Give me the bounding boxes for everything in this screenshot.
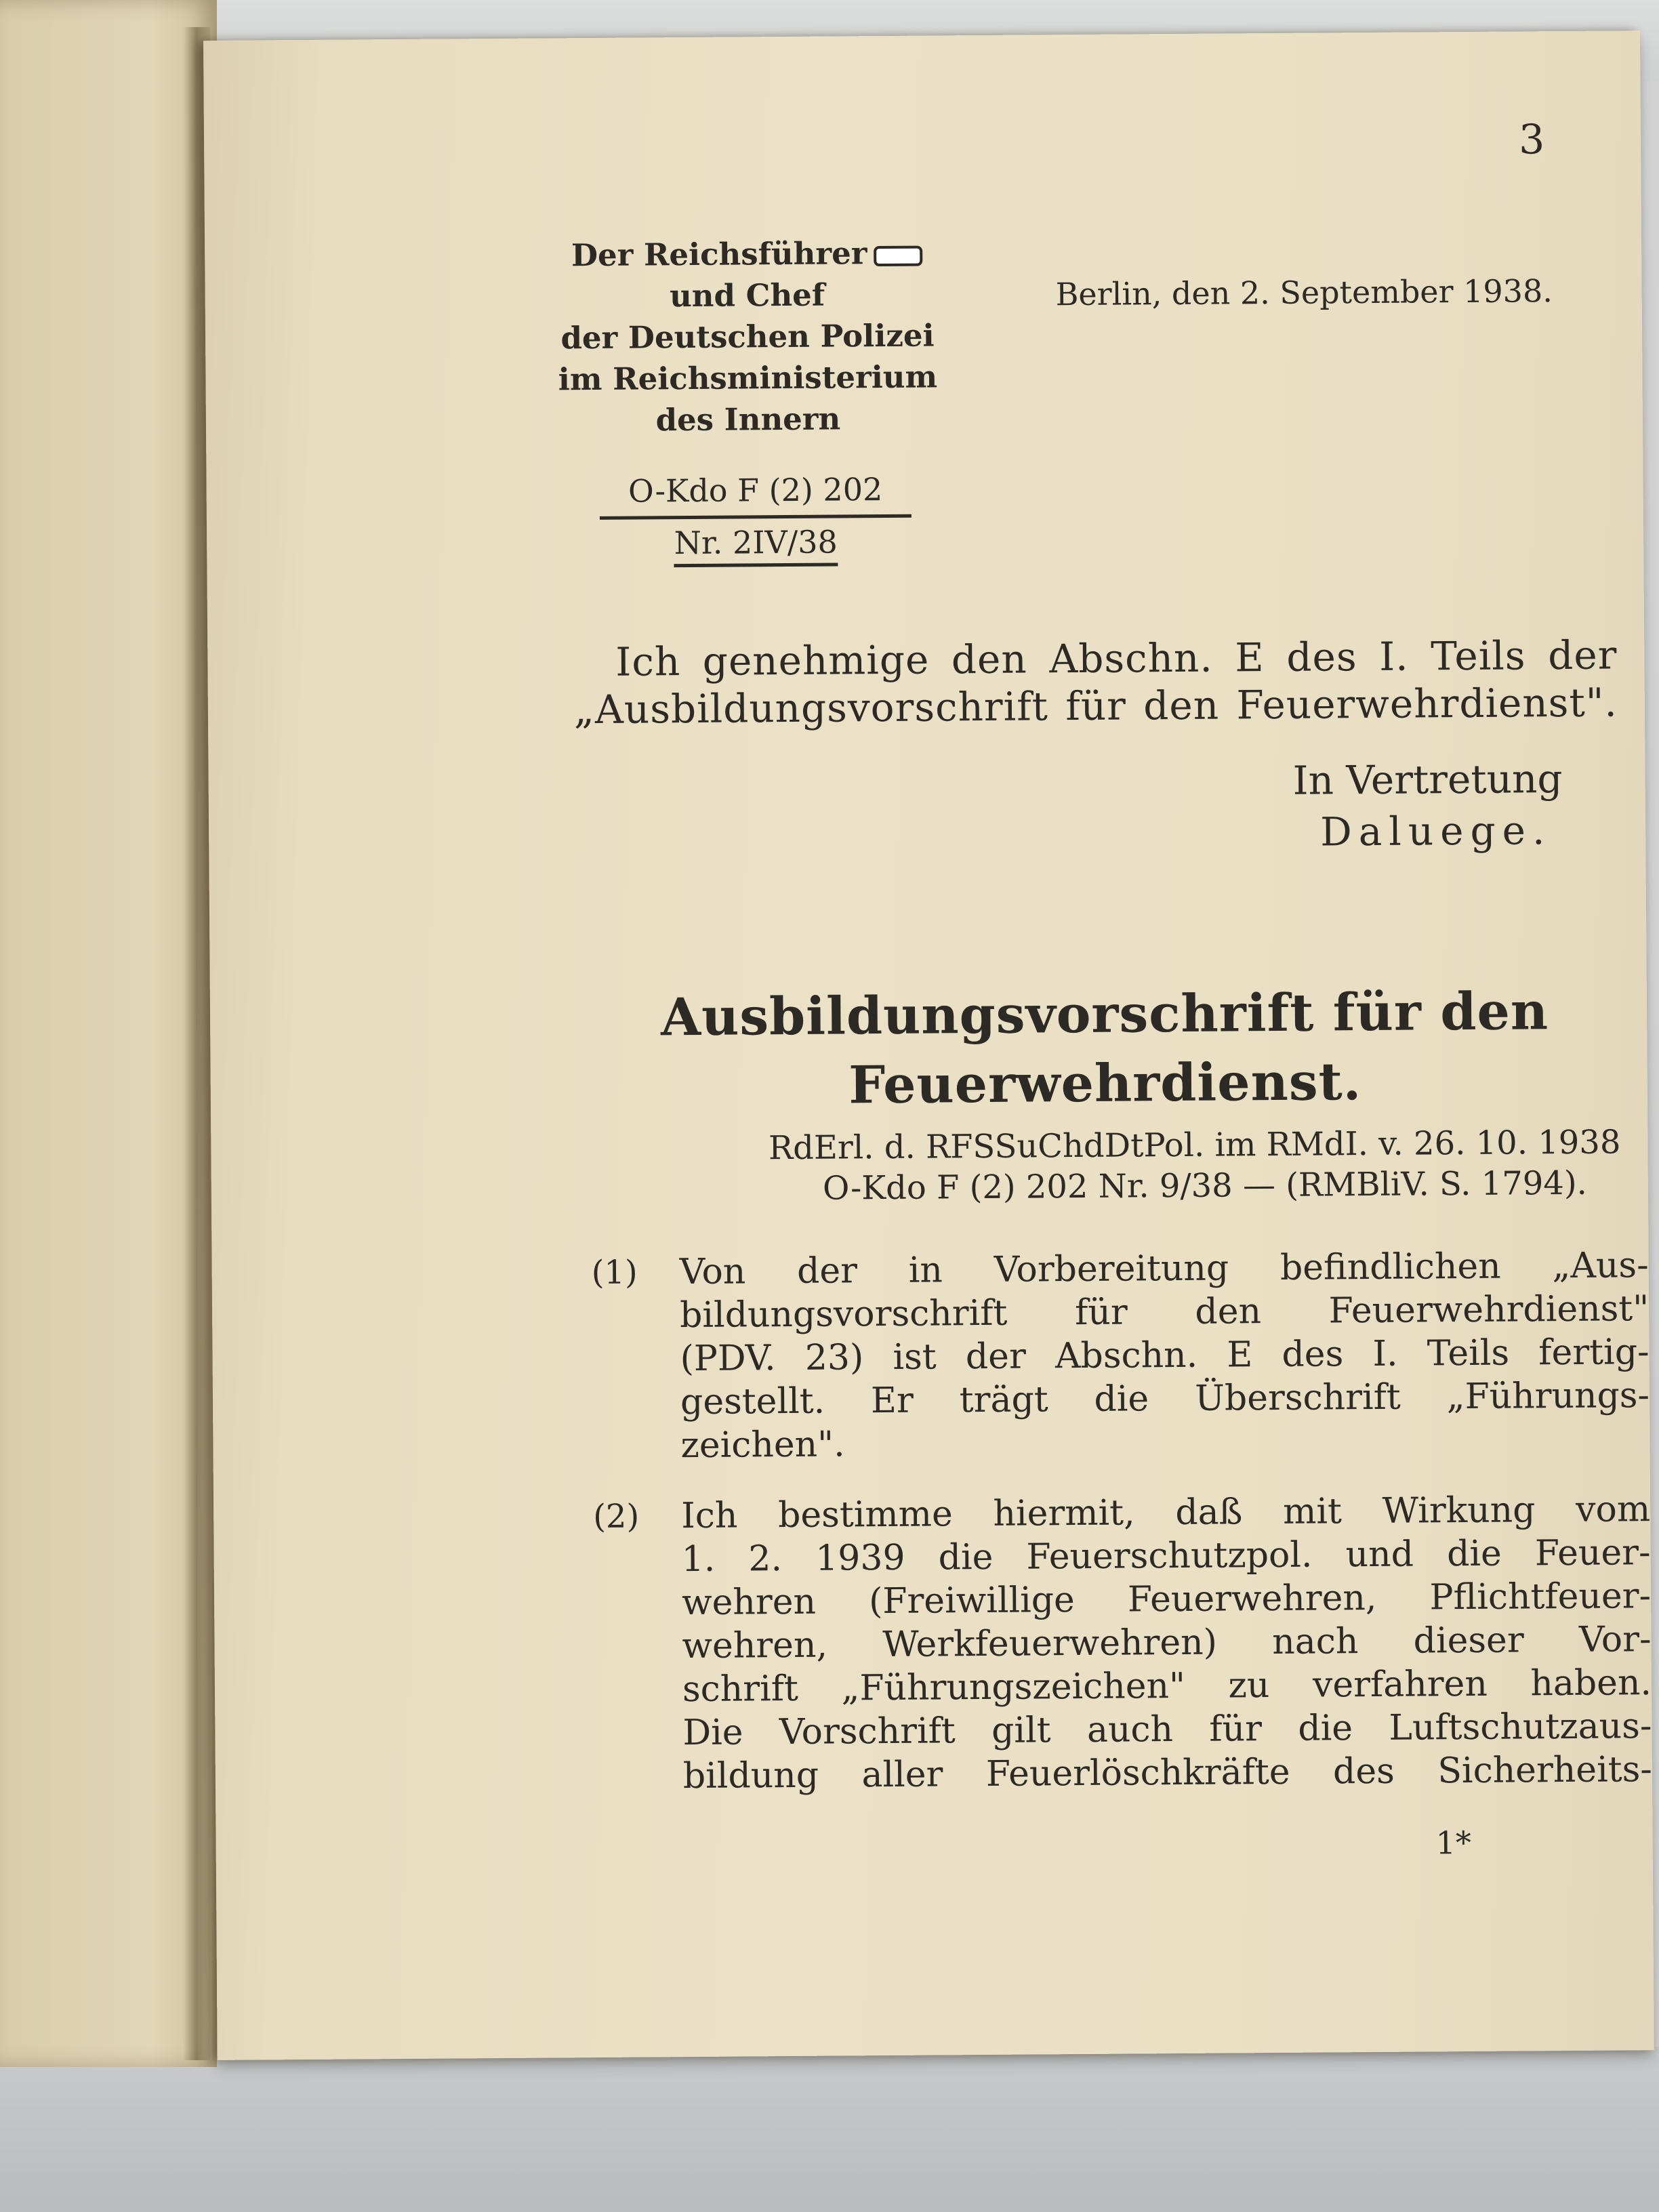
paragraph-text [679,1244,1650,1467]
authority-line-1: Der Reichsführer [557,232,937,276]
signature-name: Daluege. [1319,807,1552,855]
authority-line-4: im Reichsministerium [558,359,938,398]
title-line-1: Ausbildungsvorschrift für den [660,981,1549,1048]
paragraph-number: (2) [593,1497,640,1536]
authority-line-2: und Chef [669,276,825,314]
approval-line-2: „Ausbildungsvorschrift für den Feuerwehrdienst". [573,679,1618,733]
paragraph-line: bildung aller Feuerlöschkräfte des Sicherheits- [682,1749,1653,1797]
place-date: Berlin, den 2. September 1938. [1055,272,1553,313]
approval-line-1: Ich genehmige den Abschn. E des I. Teils der [615,632,1618,685]
approval-statement [573,631,1618,733]
paragraph-line: Von der in Vorbereitung befindlichen „Aus- [679,1245,1649,1293]
reference-line-2: Nr. 2IV/38 [674,523,838,567]
paragraph-line: zeichen". [680,1424,845,1467]
reference-line-1: O-Kdo F (2) 202 [599,471,911,520]
paragraph-line: bildungsvorschrift für den Feuerwehrdienst" [679,1288,1650,1336]
desk-surface-bottom [0,2047,1659,2212]
paragraph-line: Ich bestimme hiermit, daß mit Wirkung vom [681,1489,1651,1537]
decree-line-1: RdErl. d. RFSSuChdDtPol. im RMdI. v. 26. 10. 1938 [768,1123,1621,1168]
issuing-authority [557,232,938,441]
paragraph-1 [591,1244,1650,1468]
paragraph-line: (PDV. 23) ist der Abschn. E des I. Teils fertig- [680,1332,1650,1380]
paragraph-line: gestellt. Er trägt die Überschrift „Führungs- [680,1375,1650,1423]
paragraph-2 [593,1488,1652,1799]
book-page [203,30,1654,2060]
signature-block [1292,753,1563,858]
paragraph-number: (1) [591,1253,638,1292]
decree-reference [563,1122,1621,1210]
paragraph-line: Die Vorschrift gilt auch für die Luftschutzaus- [682,1706,1652,1754]
decree-line-2: O-Kdo F (2) 202 Nr. 9/38 — (RMBliV. S. 1794). [822,1164,1588,1208]
paragraph-line: schrift „Führungszeichen" zu verfahren haben. [682,1662,1652,1711]
page-number: 3 [1518,116,1545,164]
paragraph-text [681,1488,1652,1798]
sheet-signature-mark: 1* [1435,1824,1472,1862]
authority-line-5: des Innern [655,401,841,438]
ss-rune-mark [874,245,922,266]
title-line-2: Feuerwehrdienst. [848,1051,1362,1115]
document-title [562,976,1647,1122]
signature-line-1: In Vertretung [1292,756,1563,804]
reference-number [599,471,912,568]
paragraph-line: wehren (Freiwillige Feuerwehren, Pflichtfeuer- [681,1576,1652,1624]
paragraph-line: 1. 2. 1939 die Feuerschutzpol. und die Feuer- [681,1532,1651,1580]
paragraph-line: wehren, Werkfeuerwehren) nach dieser Vor- [682,1619,1652,1667]
authority-line-3: der Deutschen Polizei [560,317,935,356]
